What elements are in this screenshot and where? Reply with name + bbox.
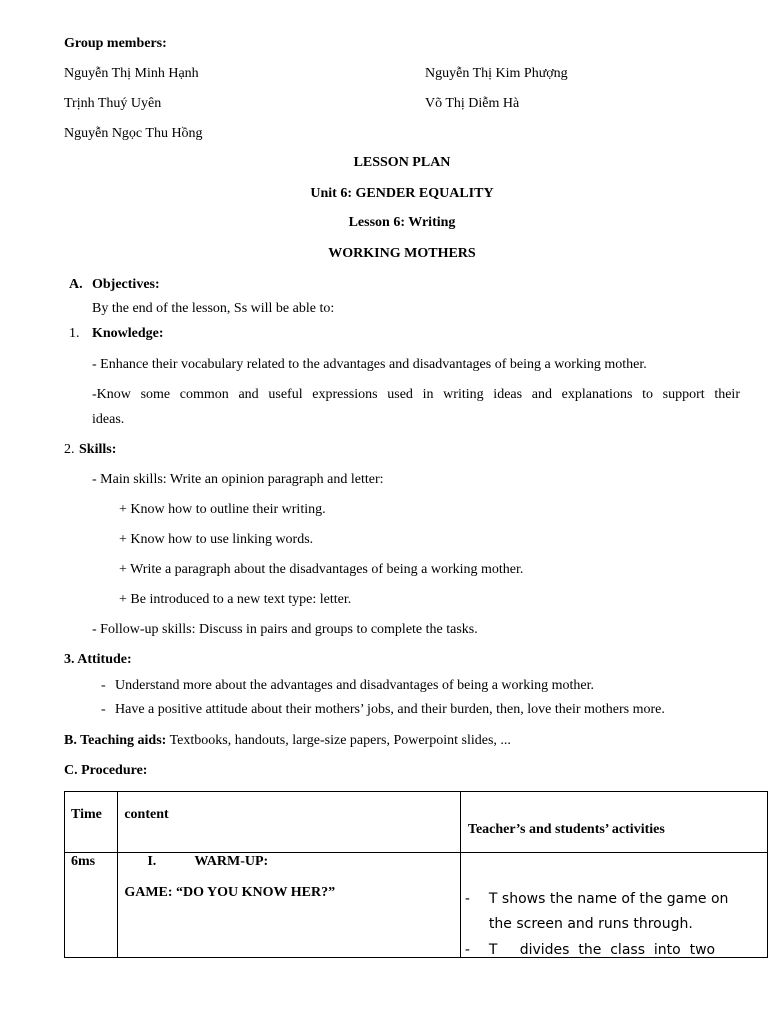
group-members-heading: Group members: <box>64 36 167 51</box>
skill-item: + Write a paragraph about the disadvantages of being a working mother. <box>119 562 524 577</box>
attitude-item: Understand more about the advantages and disadvantages of being a working mother. <box>115 678 594 693</box>
group-member: Trịnh Thuý Uyên <box>64 96 162 111</box>
skill-item: + Be introduced to a new text type: letter. <box>119 592 352 607</box>
header-cell-content <box>118 792 461 853</box>
attitude-heading: 3. Attitude: <box>64 652 132 667</box>
teaching-aids-text: Textbooks, handouts, large-size papers, Powerpoint slides, ... <box>166 733 511 748</box>
activities-header: Teacher’s and students’ activities <box>467 822 665 837</box>
objectives-intro: By the end of the lesson, Ss will be able to: <box>92 301 335 316</box>
lesson-plan-title: LESSON PLAN <box>353 155 451 170</box>
time-value: 6ms <box>71 854 96 869</box>
skill-item: + Know how to outline their writing. <box>119 502 326 517</box>
bullet-dash: - <box>464 891 470 907</box>
unit-title: Unit 6: GENDER EQUALITY <box>310 186 494 201</box>
group-member: Nguyễn Thị Kim Phượng <box>425 66 568 81</box>
section-number: I. <box>147 854 157 869</box>
knowledge-item: - Enhance their vocabulary related to the advantages and disadvantages of being a working mother. <box>92 357 647 372</box>
activity-item: T shows the name of the game on <box>488 891 729 907</box>
time-header: Time <box>71 807 102 822</box>
knowledge-marker: 1. <box>69 326 80 341</box>
procedure-table <box>64 791 768 958</box>
teaching-aids-label: B. Teaching aids: <box>64 733 167 748</box>
knowledge-heading: Knowledge: <box>92 326 164 341</box>
skill-item: + Know how to use linking words. <box>119 532 314 547</box>
activity-item: T divides the class into two <box>488 942 716 958</box>
table-row <box>65 853 768 958</box>
group-member: Võ Thị Diễm Hà <box>425 96 520 111</box>
group-member: Nguyễn Ngọc Thu Hồng <box>64 126 203 141</box>
header-cell-activities <box>460 792 767 853</box>
lesson-title: Lesson 6: Writing <box>348 215 456 230</box>
activity-item-continued: the screen and runs through. <box>488 916 693 932</box>
followup-skills: - Follow-up skills: Discuss in pairs and groups to complete the tasks. <box>92 622 478 637</box>
objectives-heading: Objectives: <box>92 277 160 292</box>
topic-title: WORKING MOTHERS <box>328 246 476 261</box>
bullet-dash: - <box>101 702 106 717</box>
header-cell-time <box>65 792 118 853</box>
bullet-dash: - <box>464 942 470 958</box>
objectives-marker: A. <box>69 277 83 292</box>
activities-cell <box>460 853 767 958</box>
knowledge-item: -Know some common and useful expressions used in writing ideas and explanations to support their <box>92 387 740 402</box>
game-title: GAME: “DO YOU KNOW HER?” <box>124 885 336 900</box>
bullet-dash: - <box>101 678 106 693</box>
section-title: WARM-UP: <box>194 854 269 869</box>
table-header-row <box>65 792 768 853</box>
procedure-heading: C. Procedure: <box>64 763 148 778</box>
content-header: content <box>124 807 169 822</box>
main-skills: - Main skills: Write an opinion paragraph and letter: <box>92 472 384 487</box>
time-cell <box>65 853 118 958</box>
knowledge-item-continued: ideas. <box>92 412 125 427</box>
attitude-item: Have a positive attitude about their mothers’ jobs, and their burden, then, love their mothers more. <box>115 702 665 717</box>
skills-marker: 2. <box>64 442 75 457</box>
content-cell <box>118 853 461 958</box>
skills-heading: Skills: <box>79 442 117 457</box>
group-member: Nguyễn Thị Minh Hạnh <box>64 66 199 81</box>
teaching-aids <box>64 732 511 749</box>
